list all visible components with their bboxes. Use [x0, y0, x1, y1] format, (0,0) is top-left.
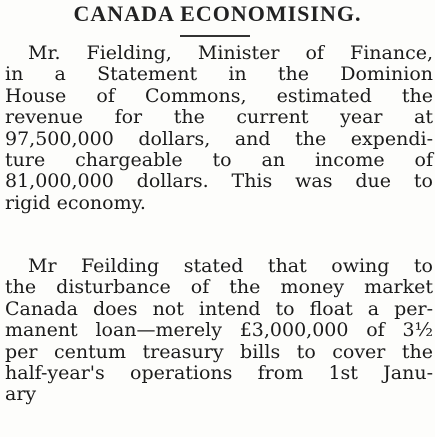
headline-rule: [180, 35, 250, 37]
text-line: 97,500,000 dollars, and the expendi-: [5, 127, 433, 150]
text-line: Mr. Fielding, Minister of Finance,: [28, 42, 433, 64]
text-line: 81,000,000 dollars. This was due to: [5, 170, 433, 193]
text-line: the disturbance of the money market: [5, 276, 433, 299]
article-paragraph-1: [5, 43, 433, 214]
text-line: Mr Feilding stated that owing to: [28, 255, 433, 277]
text-line: half-year's operations from 1st Janu-: [5, 361, 433, 384]
text-line: per centum treasury bills to cover the: [5, 340, 433, 363]
text-line: ary: [5, 383, 37, 406]
article-paragraph-2: [5, 256, 433, 406]
article-headline: CANADA ECONOMISING.: [73, 1, 362, 26]
text-line: rigid economy.: [5, 191, 146, 214]
text-line: Canada does not intend to float a per-: [5, 297, 433, 320]
text-line: House of Commons, estimated the: [5, 84, 433, 107]
text-line: manent loan—merely £3,000,000 of 3½: [5, 319, 433, 342]
text-line: ture chargeable to an income of: [5, 148, 433, 171]
text-line: revenue for the current year at: [5, 106, 433, 129]
text-line: in a Statement in the Dominion: [5, 63, 433, 86]
